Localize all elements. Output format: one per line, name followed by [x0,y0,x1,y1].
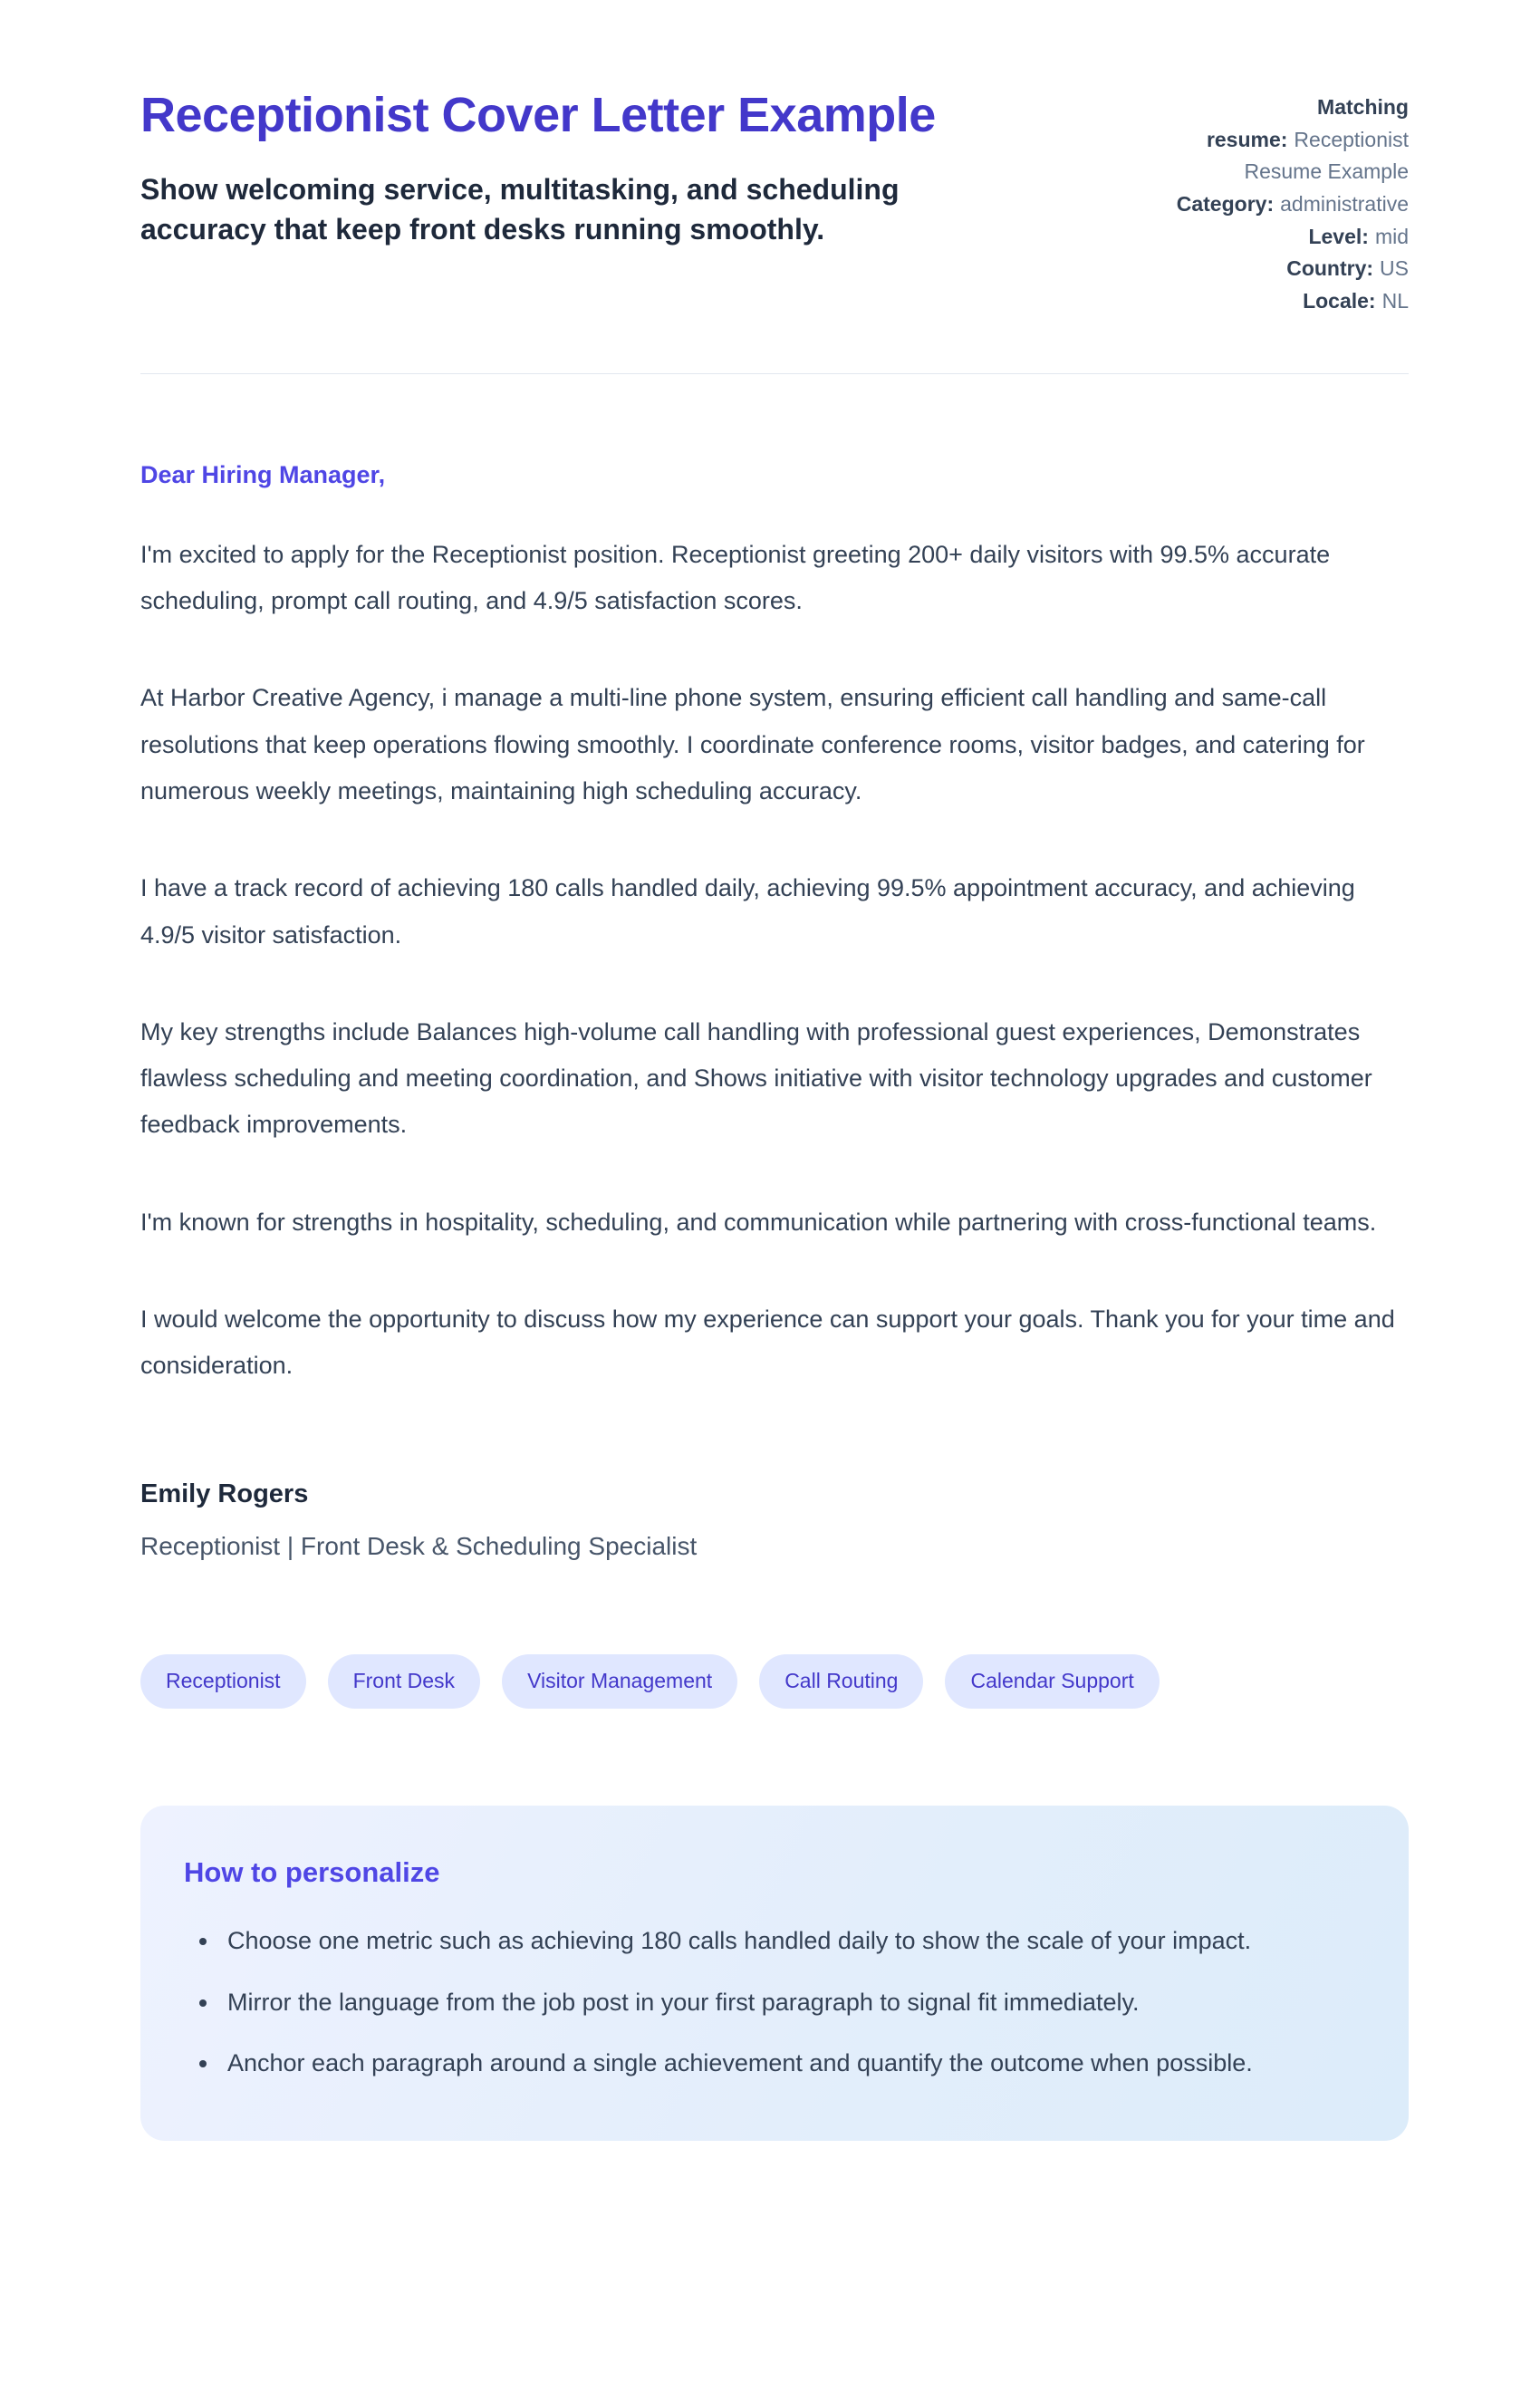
letter-paragraph-2: At Harbor Creative Agency, i manage a multi-line phone system, ensuring efficient call handling and same-call resolutions that keep operations flowing smoothly. I coordinate conference rooms, visitor badges, and catering for numerous weekly meetings, maintaining high scheduling accuracy. [140,684,1365,804]
letter-paragraph-3: I have a track record of achieving 180 calls handled daily, achieving 99.5% appointment accuracy, and achieving 4.9/5 visitor satisfaction. [140,874,1355,949]
page-header [140,86,1409,317]
tag-pill-receptionist: Receptionist [140,1654,306,1709]
meta-row-country [1169,253,1409,285]
tag-list [140,1654,1409,1709]
tag-pill-calendar-support: Calendar Support [945,1654,1159,1709]
meta-label: Level: [1308,224,1369,248]
meta-label: Category: [1176,191,1275,216]
meta-label: Matching resume: [1206,95,1409,151]
tip-item-1: • Choose one metric such as achieving 180 calls handled daily to show the scale of your impact. [220,1919,1362,1964]
signature-role: Receptionist | Front Desk & Scheduling Specialist [140,1532,698,1561]
header-title-block [140,86,956,249]
meta-value: NL [1381,288,1409,313]
page-subtitle: Show welcoming service, multitasking, and scheduling accuracy that keep front desks running smoothly. [140,172,900,246]
header-divider [140,373,1409,374]
tips-list [184,1919,1362,2087]
personalize-tips-card [140,1806,1409,2141]
letter-paragraph-4: My key strengths include Balances high-volume call handling with professional guest experiences, Demonstrates flawless scheduling and meeting coordination, and Shows initiative with visitor technology upgrades and customer feedback improvements. [140,1017,1372,1139]
meta-label: Country: [1286,256,1374,281]
meta-value: US [1380,256,1409,281]
salutation: Dear Hiring Manager, [140,461,386,489]
letter-paragraph-6: I would welcome the opportunity to discuss how my experience can support your goals. Thank you for your time and consideration. [140,1305,1395,1380]
meta-value: administrative [1280,191,1409,216]
tip-item-2: • Mirror the language from the job post in your first paragraph to signal fit immediately. [220,1980,1362,2026]
page-title: Receptionist Cover Letter Example [140,88,936,142]
meta-row-locale [1169,285,1409,318]
meta-value: mid [1374,224,1409,248]
cover-letter-body [140,452,1409,1564]
letter-paragraph-5: I'm known for strengths in hospitality, scheduling, and communication while partnering with cross-functional teams. [140,1208,1377,1236]
meta-row-matching-resume [1169,92,1409,188]
tag-pill-call-routing: Call Routing [759,1654,923,1709]
meta-row-level [1169,221,1409,254]
meta-value: Receptionist Resume Example [1244,127,1409,184]
meta-row-category [1169,188,1409,221]
resume-meta-panel [1169,86,1409,317]
tip-item-3: • Anchor each paragraph around a single achievement and quantify the outcome when possible. [220,2041,1362,2086]
tag-pill-front-desk: Front Desk [328,1654,480,1709]
signature-name: Emily Rogers [140,1479,309,1508]
tag-pill-visitor-management: Visitor Management [502,1654,737,1709]
letter-paragraph-1: I'm excited to apply for the Receptionist position. Receptionist greeting 200+ daily visitors with 99.5% accurate scheduling, prompt call routing, and 4.9/5 satisfaction scores. [140,540,1331,615]
meta-label: Locale: [1303,288,1376,313]
tips-title: How to personalize [184,1856,440,1889]
